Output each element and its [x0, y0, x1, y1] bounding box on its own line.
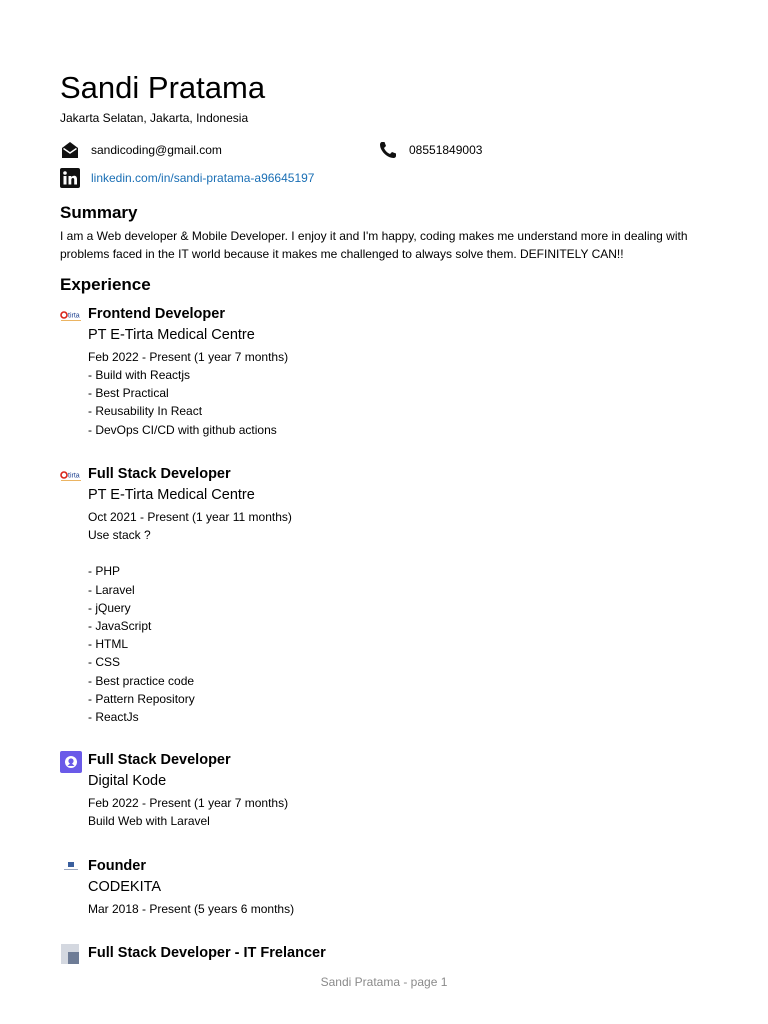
- job-desc-line: - ReactJs: [88, 710, 139, 725]
- page-footer: Sandi Pratama - page 1: [320, 975, 448, 989]
- job-dates: Feb 2022 - Present (1 year 7 months): [88, 796, 289, 810]
- tirta-logo-text: tirta: [68, 472, 80, 480]
- job-title: Frontend Developer: [88, 306, 225, 322]
- tirta-logo-icon: [60, 305, 82, 327]
- phone-contact: [378, 140, 482, 160]
- job-desc-line: - JavaScript: [88, 619, 152, 633]
- summary-heading: Summary: [60, 203, 138, 222]
- phone-text[interactable]: 08551849003: [409, 143, 483, 157]
- job-desc-line: - Best Practical: [88, 386, 169, 401]
- job-dates: Mar 2018 - Present (5 years 6 months): [88, 902, 295, 916]
- job-company: PT E-Tirta Medical Centre: [88, 487, 255, 503]
- job-desc-line: - Reusability In React: [88, 404, 203, 419]
- job-company: Digital Kode: [88, 773, 167, 789]
- candidate-name: Sandi Pratama: [60, 70, 266, 105]
- job-dates: Oct 2021 - Present (1 year 11 months): [88, 510, 292, 524]
- job-desc-line: - CSS: [88, 655, 121, 670]
- job-description: [88, 526, 195, 726]
- email-contact: [60, 140, 222, 160]
- candidate-location: Jakarta Selatan, Jakarta, Indonesia: [60, 111, 249, 125]
- tirta-logo-icon: [60, 465, 82, 487]
- job-description: [88, 366, 277, 439]
- linkedin-link[interactable]: linkedin.com/in/sandi-pratama-a96645197: [91, 171, 315, 185]
- freelancer-logo-icon: [60, 944, 82, 966]
- job-company: CODEKITA: [88, 879, 162, 895]
- job-title: Full Stack Developer - IT Frelancer: [88, 945, 326, 961]
- experience-heading: Experience: [60, 275, 151, 294]
- job-title: Full Stack Developer: [88, 466, 231, 482]
- job-desc-line: Use stack ?: [88, 528, 151, 542]
- linkedin-icon: [60, 168, 80, 188]
- job-desc-line: - Best practice code: [88, 673, 195, 688]
- job-desc-line: - HTML: [88, 637, 128, 652]
- job-desc-line: - Build with Reactjs: [88, 368, 191, 382]
- digitalkode-logo-icon: [60, 751, 82, 773]
- summary-text: I am a Web developer & Mobile Developer. I enjoy it and I'm happy, coding makes me understand more in dealing with problems faced in the IT world because it makes me challenged to always solve them. DEFINITELY CAN!!: [60, 229, 688, 261]
- linkedin-contact: [60, 168, 314, 188]
- job-desc-line: [88, 544, 195, 562]
- phone-icon: [378, 140, 398, 160]
- codekita-logo-icon: [60, 857, 82, 879]
- job-desc-line: - jQuery: [88, 600, 131, 615]
- job-company: PT E-Tirta Medical Centre: [88, 327, 255, 343]
- job-dates: Feb 2022 - Present (1 year 7 months): [88, 350, 289, 364]
- job-desc-line: Build Web with Laravel: [88, 814, 210, 828]
- job-desc-line: - Laravel: [88, 582, 135, 597]
- tirta-logo-text: tirta: [68, 312, 80, 320]
- job-title: Founder: [88, 858, 146, 874]
- job-desc-line: - DevOps CI/CD with github actions: [88, 422, 277, 437]
- job-desc-line: - Pattern Repository: [88, 691, 195, 706]
- email-text[interactable]: sandicoding@gmail.com: [91, 143, 222, 157]
- job-title: Full Stack Developer: [88, 752, 231, 768]
- job-description: [88, 812, 210, 830]
- job-desc-line: - PHP: [88, 564, 121, 579]
- mail-icon: [60, 140, 80, 160]
